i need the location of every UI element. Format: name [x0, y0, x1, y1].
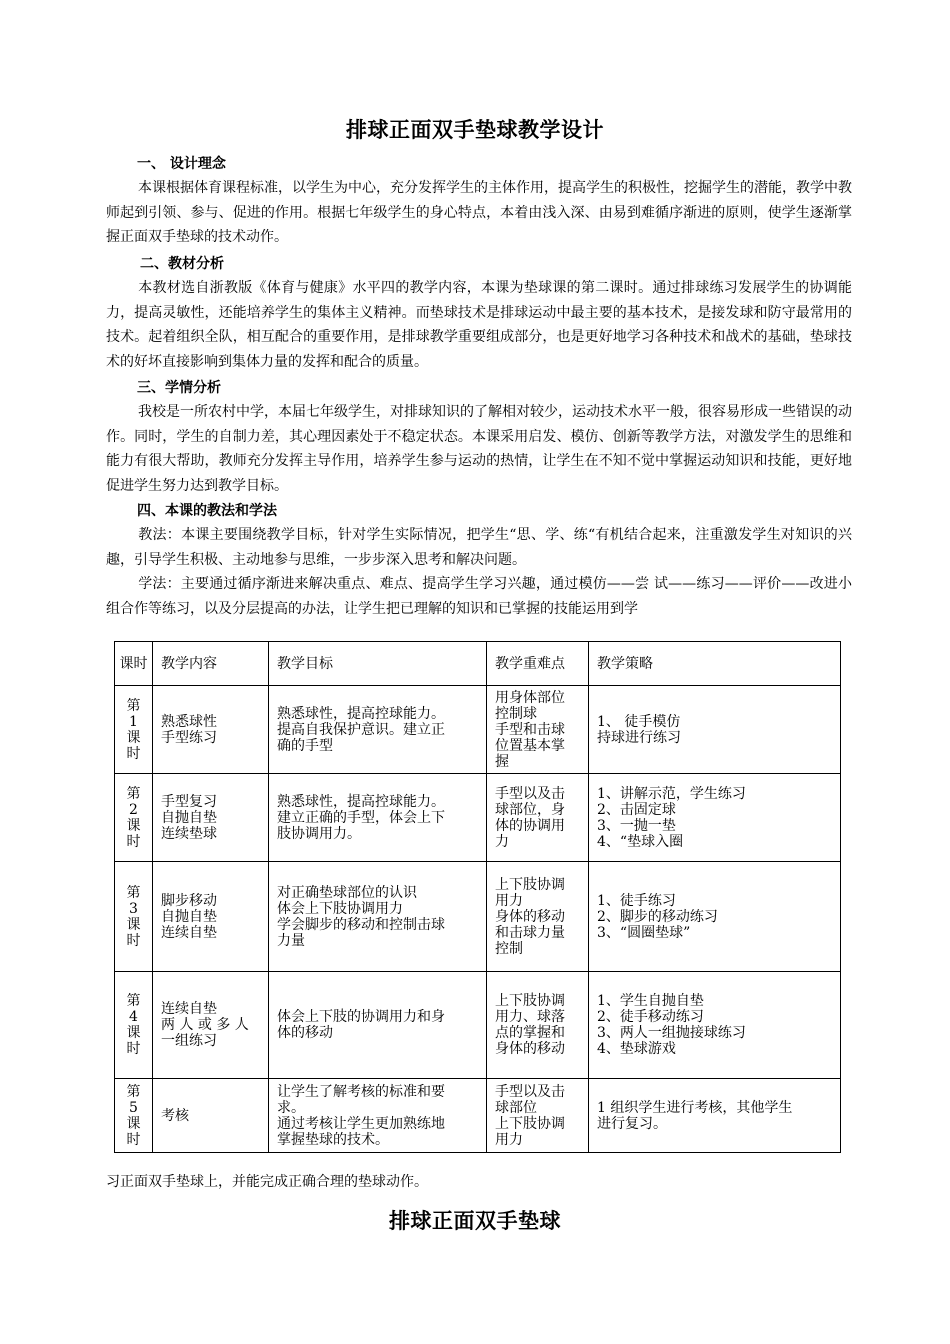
cell-line: 1	[129, 713, 138, 730]
cell-line: 体会上下肢协调用力	[277, 900, 403, 917]
cell-line: 连续自垫	[161, 924, 217, 941]
cell-line: 第	[126, 1083, 141, 1100]
cell-goal	[269, 1079, 487, 1153]
cell-line: 上下肢协调	[495, 876, 565, 893]
table-row	[115, 972, 841, 1079]
cell-line: 第	[126, 785, 141, 802]
section-paragraph-1	[106, 176, 852, 250]
header-cell-strategy	[589, 642, 841, 686]
cell-line: 熟悉球性，提高控球能力。	[277, 705, 445, 722]
cell-goal	[269, 972, 487, 1079]
cell-content	[153, 862, 269, 972]
header-text: 教学目标	[277, 655, 333, 672]
cell-line: 课	[126, 916, 141, 933]
table-row	[115, 862, 841, 972]
cell-goal	[269, 862, 487, 972]
cell-line: 控制球	[495, 705, 537, 722]
cell-line: 体会上下肢的协调用力和身	[277, 1009, 445, 1025]
cell-line: 掌握垫球的技术。	[277, 1131, 389, 1148]
cell-line: 自抛自垫	[161, 908, 217, 925]
cell-line: 时	[126, 833, 141, 850]
cell-line: 第	[126, 697, 141, 714]
cell-line: 1、徒手练习	[597, 892, 676, 909]
section-heading-4: 四、本课的教法和学法	[137, 503, 277, 519]
cell-line: 通过考核让学生更加熟练地	[277, 1115, 445, 1132]
cell-line: 持球进行练习	[597, 729, 681, 746]
cell-line: 点的掌握和	[495, 1025, 565, 1041]
header-cell-period	[115, 642, 153, 686]
cell-period	[115, 1079, 153, 1153]
cell-line: 球部位，身	[495, 801, 565, 818]
cell-line: 3、一抛一垫	[597, 817, 676, 834]
cell-key	[487, 774, 589, 862]
cell-key	[487, 862, 589, 972]
cell-period	[115, 686, 153, 774]
cell-strategy	[589, 774, 841, 862]
cell-line: 对正确垫球部位的认识	[277, 884, 417, 901]
cell-line: 2、徒手移动练习	[597, 1009, 704, 1025]
section-paragraph-2	[106, 276, 852, 374]
cell-line: 求。	[277, 1099, 305, 1116]
cell-line: 2、脚步的移动练习	[597, 908, 718, 925]
cell-strategy	[589, 972, 841, 1079]
cell-line: 两 人 或 多 人	[161, 1017, 249, 1033]
cell-line: 1、学生自抛自垫	[597, 993, 704, 1009]
cell-line: 3	[129, 900, 138, 917]
cell-line: 体的协调用	[495, 817, 565, 834]
cell-line: 提高自我保护意识。建立正	[277, 721, 445, 738]
cell-line: 上下肢协调	[495, 1115, 565, 1132]
cell-line: 进行复习。	[597, 1115, 667, 1132]
paragraph-text: 教法：本课主要围绕教学目标，针对学生实际情况，把学生“思、学、练“有机结合起来，注重激发学生对知识的兴趣，引导学生积极、主动地参与思维，一步步深入思考和解决问题。	[106, 527, 852, 568]
cell-line: 第	[126, 993, 141, 1009]
cell-line: 用力	[495, 1131, 523, 1148]
cell-line: 第	[126, 884, 141, 901]
paragraph-text: 我校是一所农村中学，本届七年级学生，对排球知识的了解相对较少，运动技术水平一般，很容易形成一些错误的动作。同时，学生的自制力差，其心理因素处于不稳定状态。本课采用启发、模仿、创新等教学方法，对激发学生的思维和能力有很大帮助，教师充分发挥主导作用，培养学生参与运动的热情，让学生在不知不觉中掌握运动知识和技能，更好地促进学生努力达到教学目标。	[106, 404, 852, 494]
header-text: 教学内容	[161, 655, 217, 672]
cell-strategy	[589, 1079, 841, 1153]
cell-line: 手型以及击	[495, 785, 565, 802]
cell-line: 熟悉球性	[161, 713, 217, 730]
cell-line: 课	[126, 1115, 141, 1132]
cell-line: 自抛自垫	[161, 809, 217, 826]
cell-line: 用力、球落	[495, 1009, 565, 1025]
cell-line: 时	[126, 1131, 141, 1148]
cell-key	[487, 686, 589, 774]
cell-line: 时	[126, 1041, 141, 1057]
cell-period	[115, 774, 153, 862]
section-paragraph-4b	[106, 572, 852, 621]
cell-line: 力	[495, 833, 509, 850]
cell-line: 连续垫球	[161, 825, 217, 842]
cell-line: 手型和击球	[495, 721, 565, 738]
table-row	[115, 686, 841, 774]
cell-goal	[269, 686, 487, 774]
cell-line: 时	[126, 932, 141, 949]
cell-line: 手型练习	[161, 729, 217, 746]
cell-line: 控制	[495, 940, 523, 957]
paragraph-text: 本课根据体育课程标准，以学生为中心，充分发挥学生的主体作用，提高学生的积极性，挖掘学生的潜能，教学中教师起到引领、参与、促进的作用。根据七年级学生的身心特点，本着由浅入深、由易到难循序渐进的原则，使学生逐渐掌握正面双手垫球的技术动作。	[106, 180, 852, 245]
cell-line: 建立正确的手型，体会上下	[277, 809, 445, 826]
cell-line: 身体的移动	[495, 908, 565, 925]
cell-line: 握	[495, 753, 509, 770]
cell-content	[153, 774, 269, 862]
cell-line: 1、 徒手模仿	[597, 713, 681, 730]
cell-line: 身体的移动	[495, 1041, 565, 1057]
header-text: 课时	[119, 655, 148, 672]
cell-line: 学会脚步的移动和控制击球	[277, 916, 445, 933]
cell-line: 脚步移动	[161, 892, 217, 909]
paragraph-text: 本教材选自浙教版《体育与健康》水平四的教学内容，本课为垫球课的第二课时。通过排球练习发展学生的协调能力，提高灵敏性，还能培养学生的集体主义精神。而垫球技术是排球运动中最主要的基本技术，是接发球和防守最常用的技术。起着组织全队，相互配合的重要作用，是排球教学重要组成部分，也是更好地学习各种技术和战术的基础，垫球技术的好坏直接影响到集体力量的发挥和配合的质量。	[106, 280, 852, 370]
cell-line: 位置基本掌	[495, 737, 565, 754]
header-text: 教学重难点	[495, 655, 565, 672]
cell-line: 时	[126, 745, 141, 762]
cell-line: 用身体部位	[495, 689, 565, 706]
cell-line: 让学生了解考核的标准和要	[277, 1083, 445, 1100]
cell-line: 考核	[161, 1107, 189, 1124]
cell-line: 4、“垫球入圈	[597, 833, 684, 850]
cell-period	[115, 972, 153, 1079]
cell-line: 手型复习	[161, 793, 217, 810]
cell-line: 3、“圆圈垫球”	[597, 924, 691, 941]
section-heading-3: 三、学情分析	[137, 380, 221, 396]
cell-line: 1 组织学生进行考核，其他学生	[597, 1099, 793, 1116]
continuation-paragraph: 习正面双手垫球上，并能完成正确合理的垫球动作。	[106, 1174, 428, 1190]
cell-line: 球部位	[495, 1099, 537, 1116]
cell-line: 和击球力量	[495, 924, 565, 941]
cell-goal	[269, 774, 487, 862]
header-cell-goal	[269, 642, 487, 686]
cell-line: 课	[126, 729, 141, 746]
cell-content	[153, 972, 269, 1079]
page-subtitle: 排球正面双手垫球	[389, 1209, 561, 1233]
section-paragraph-4a	[106, 523, 852, 572]
cell-line: 4	[129, 1009, 138, 1025]
cell-line: 确的手型	[277, 737, 333, 754]
header-text: 教学策略	[597, 655, 653, 672]
section-heading-2: 二、教材分析	[140, 256, 224, 272]
cell-line: 1、讲解示范，学生练习	[597, 785, 746, 802]
cell-line: 用力	[495, 892, 523, 909]
section-paragraph-3	[106, 400, 852, 498]
cell-strategy	[589, 862, 841, 972]
table-header-row	[115, 642, 841, 686]
cell-line: 连续自垫	[161, 1001, 217, 1017]
cell-line: 3、两人一组抛接球练习	[597, 1025, 746, 1041]
lesson-plan-table	[114, 641, 841, 1153]
cell-line: 肢协调用力。	[277, 825, 361, 842]
header-cell-content	[153, 642, 269, 686]
header-cell-key	[487, 642, 589, 686]
cell-line: 一组练习	[161, 1033, 217, 1049]
cell-line: 课	[126, 817, 141, 834]
cell-line: 课	[126, 1025, 141, 1041]
cell-line: 上下肢协调	[495, 993, 565, 1009]
section-heading-1: 一、 设计理念	[137, 156, 226, 172]
page-title: 排球正面双手垫球教学设计	[346, 118, 604, 142]
cell-strategy	[589, 686, 841, 774]
cell-line: 熟悉球性，提高控球能力。	[277, 793, 445, 810]
cell-line: 体的移动	[277, 1025, 333, 1041]
table-row	[115, 774, 841, 862]
cell-line: 4、垫球游戏	[597, 1041, 676, 1057]
cell-period	[115, 862, 153, 972]
cell-line: 力量	[277, 932, 305, 949]
cell-line: 5	[129, 1099, 138, 1116]
paragraph-text: 学法：主要通过循序渐进来解决重点、难点、提高学生学习兴趣，通过模仿——尝 试——练习——评价——改进小组合作等练习，以及分层提高的办法，让学生把已理解的知识和已掌握的技能运用到学	[106, 576, 852, 617]
cell-content	[153, 686, 269, 774]
cell-line: 手型以及击	[495, 1083, 565, 1100]
cell-content	[153, 1079, 269, 1153]
table-row	[115, 1079, 841, 1153]
cell-key	[487, 1079, 589, 1153]
cell-key	[487, 972, 589, 1079]
cell-line: 2、击固定球	[597, 801, 676, 818]
cell-line: 2	[129, 801, 138, 818]
